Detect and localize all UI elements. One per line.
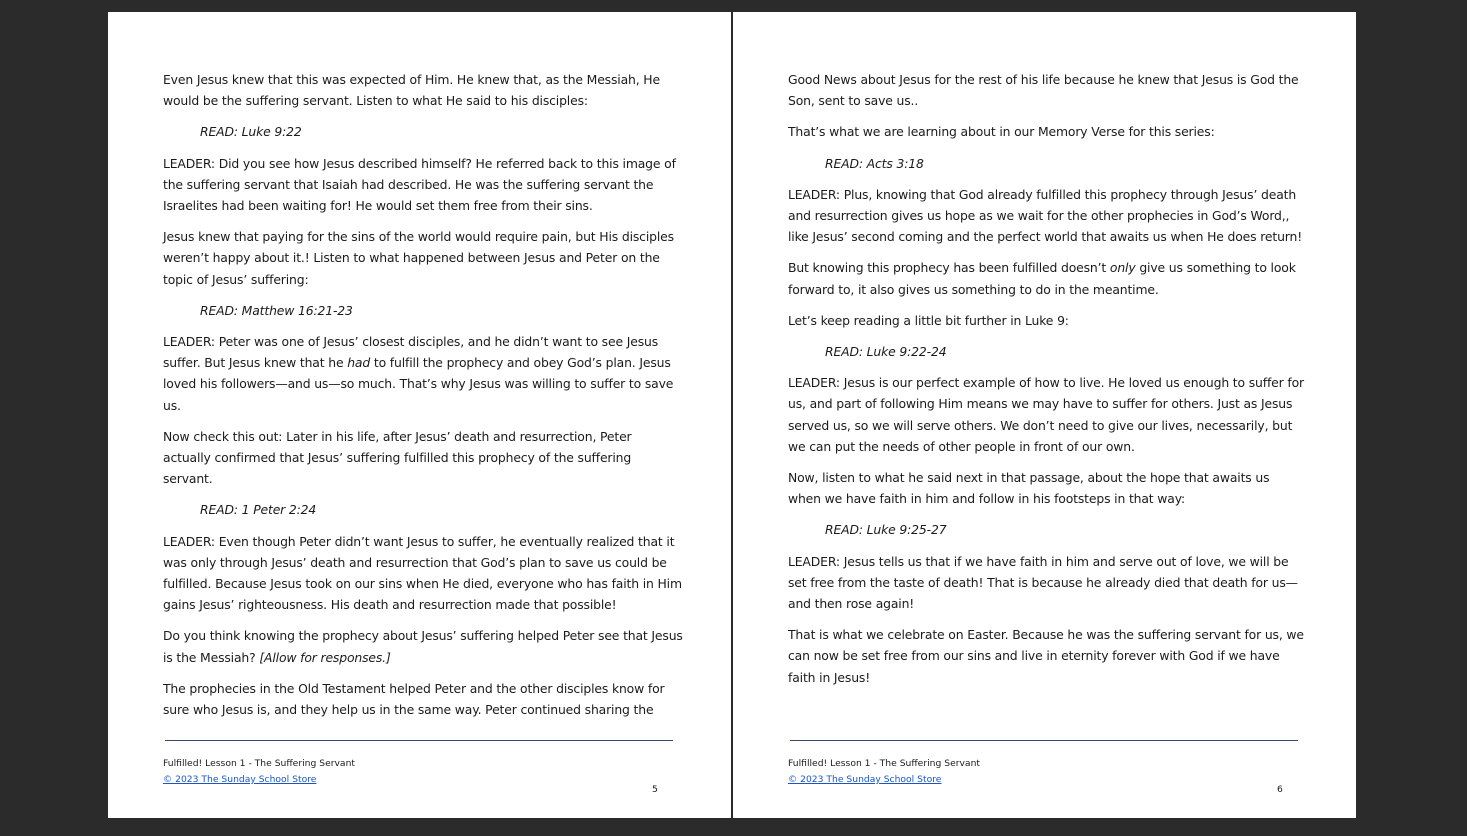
- text-run: LEADER: Peter was one of Jesus’ closest disciples, and he didn’t want to see Jesus suffer. But Jesus knew that he: [163, 334, 659, 371]
- scripture-reference: : 1 Peter 2:24: [233, 502, 317, 518]
- read-label: READ: [200, 124, 234, 140]
- scripture-reference: : Matthew 16:21-23: [233, 302, 353, 318]
- paragraph: Now check this out: Later in his life, after Jesus’ death and resurrection, Peter actually confirmed that Jesus’ suffering fulfilled this prophecy of the suffering servant.: [163, 428, 632, 487]
- paragraph: [788, 257, 1304, 299]
- scripture-reference: : Luke 9:25-27: [858, 522, 947, 538]
- emphasis: had: [347, 355, 371, 371]
- read-label: READ: [200, 302, 234, 318]
- paragraph: LEADER: Plus, knowing that God already fulfilled this prophecy through Jesus’ death and resurrection gives us hope as we wait for the other prophecies in God’s Word,, like Jesus’ second coming and the perfect world that awaits us when He does return!: [788, 186, 1303, 245]
- paragraph: LEADER: Jesus is our perfect example of how to live. He loved us enough to suffer for us, and part of following Him means we may have to suffer for others. Just as Jesus served us, so we will serve others. We don’t need to give our lives, necessarily, but we can put the needs of other people in front of our own.: [788, 375, 1304, 454]
- scripture-reference: : Acts 3:18: [858, 155, 924, 171]
- page-number: 6: [1277, 784, 1283, 795]
- document-page-left: [108, 12, 731, 818]
- paragraph: Even Jesus knew that this was expected of Him. He knew that, as the Messiah, He would be the suffering servant. Listen to what He said to his disciples:: [163, 72, 660, 109]
- scripture-reading: [163, 300, 683, 321]
- read-label: READ: [200, 502, 234, 518]
- paragraph: LEADER: Even though Peter didn’t want Jesus to suffer, he eventually realized that it was only through Jesus’ death and resurrection that God’s plan to save us could be fulfilled. Because Jesus took on our sins when He died, everyone who has faith in Him gains Jesus’ righteousness. His death and resurrection made that possible!: [163, 533, 682, 613]
- read-label: READ: [825, 155, 859, 171]
- paragraph: That is what we celebrate on Easter. Because he was the suffering servant for us, we can now be set free from our sins and live in eternity forever with God if we have faith in Jesus!: [788, 627, 1304, 685]
- scripture-reading: [788, 153, 1304, 174]
- footer-divider: [165, 740, 673, 741]
- scripture-reading: [788, 341, 1304, 362]
- footer-divider: [790, 740, 1298, 741]
- text-run: to fulfill the prophecy and obey God’s plan. Jesus loved his followers—and us—so much. That’s why Jesus was willing to suffer to save us.: [163, 355, 674, 413]
- emphasis: only: [1109, 260, 1136, 276]
- paragraph: Now, listen to what he said next in that passage, about the hope that awaits us when we have faith in him and follow in his footsteps in that way:: [788, 470, 1270, 507]
- copyright-link[interactable]: © 2023 The Sunday School Store: [788, 774, 942, 785]
- emphasis: [Allow for responses.]: [259, 649, 391, 665]
- footer-title: Fulfilled! Lesson 1 - The Suffering Servant: [788, 758, 980, 769]
- text-run: give us something to look forward to, it also gives us something to do in the meantime.: [788, 260, 1296, 297]
- page-body: [163, 69, 683, 730]
- paragraph: Jesus knew that paying for the sins of the world would require pain, but His disciples weren’t happy about it.! Listen to what happened between Jesus and Peter on the topic of Jesus’ suffering:: [163, 229, 674, 287]
- scripture-reading: [163, 121, 683, 142]
- page-number: 5: [652, 784, 658, 795]
- text-run: Do you think knowing the prophecy about Jesus’ suffering helped Peter see that Jesus is the Messiah?: [163, 628, 683, 665]
- read-label: READ: [825, 344, 859, 360]
- copyright-link[interactable]: © 2023 The Sunday School Store: [163, 774, 317, 785]
- scripture-reference: : Luke 9:22-24: [858, 344, 947, 360]
- paragraph: [163, 331, 683, 416]
- text-run: But knowing this prophecy has been fulfilled doesn’t: [788, 260, 1110, 276]
- scripture-reading: [163, 499, 683, 520]
- paragraph: Let’s keep reading a little bit further in Luke 9:: [788, 312, 1069, 328]
- paragraph: The prophecies in the Old Testament helped Peter and the other disciples know for sure who Jesus is, and they help us in the same way. Peter continued sharing the: [163, 680, 665, 718]
- page-body: [788, 69, 1304, 698]
- footer-title: Fulfilled! Lesson 1 - The Suffering Servant: [163, 758, 355, 769]
- paragraph: Good News about Jesus for the rest of his life because he knew that Jesus is God the Son, sent to save us..: [788, 72, 1299, 109]
- paragraph: LEADER: Jesus tells us that if we have faith in him and serve out of love, we will be set free from the taste of death! That is because he already died that death for us—and then rose again!: [788, 553, 1298, 612]
- document-page-right: [733, 12, 1356, 818]
- paragraph: [163, 625, 683, 667]
- paragraph: That’s what we are learning about in our Memory Verse for this series:: [788, 124, 1215, 140]
- scripture-reading: [788, 519, 1304, 540]
- read-label: READ: [825, 522, 859, 538]
- scripture-reference: : Luke 9:22: [233, 124, 302, 140]
- paragraph: LEADER: Did you see how Jesus described himself? He referred back to this image of the suffering servant that Isaiah had described. He was the suffering servant the Israelites had been waiting for! He would set them free from their sins.: [163, 155, 676, 214]
